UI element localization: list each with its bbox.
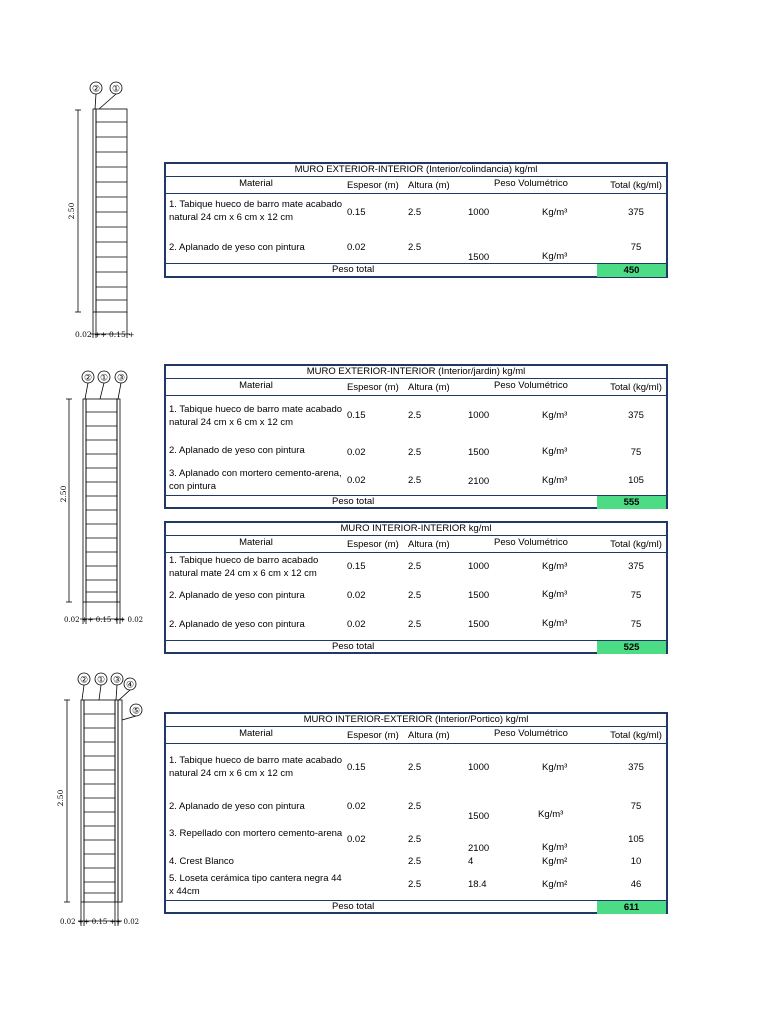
row-altura: 2.5	[408, 762, 422, 773]
col-altura-header: Altura (m)	[408, 730, 450, 741]
weight-table-jardin	[164, 364, 668, 509]
row-espesor: 0.02	[347, 590, 366, 601]
row-altura: 2.5	[408, 207, 422, 218]
row-material: 4. Crest Blanco	[169, 856, 234, 867]
height-dimension: 2.50	[67, 202, 76, 220]
row-unit: Kg/m³	[542, 762, 568, 773]
row-peso-vol: 1000	[468, 207, 490, 218]
peso-total-value: 525	[597, 641, 666, 654]
col-total-header: Total (kg/ml)	[610, 382, 662, 393]
row-material: 3. Aplanado con mortero cemento-arena, con pintura	[169, 468, 342, 492]
col-peso-vol-header: Peso Volumétrico	[494, 537, 568, 548]
peso-total-row	[166, 263, 666, 277]
row-altura: 2.5	[408, 475, 422, 486]
wall-section-sketch-1	[66, 78, 148, 346]
row-unit: Kg/m³	[542, 410, 568, 421]
layer-marker-2: ②	[91, 84, 101, 95]
row-peso-vol: 2100	[468, 843, 490, 854]
layer-marker-5: ⑤	[131, 706, 141, 717]
row-altura: 2.5	[408, 410, 422, 421]
layer-marker-1: ①	[111, 84, 121, 95]
col-total-header: Total (kg/ml)	[610, 180, 662, 191]
row-unit: Kg/m³	[542, 475, 568, 486]
row-altura: 2.5	[408, 856, 422, 867]
height-dimension: 2.50	[56, 789, 65, 807]
row-material: 5. Loseta cerámica tipo cantera negra 44 x 44cm	[169, 873, 342, 897]
row-unit: Kg/m³	[542, 842, 568, 853]
col-altura-header: Altura (m)	[408, 539, 450, 550]
row-peso-vol: 1000	[468, 561, 490, 572]
row-espesor: 0.02	[347, 475, 366, 486]
row-unit: Kg/m³	[542, 589, 568, 600]
layer-marker-2: ②	[83, 373, 93, 384]
table-header-row	[166, 727, 666, 744]
row-altura: 2.5	[408, 447, 422, 458]
peso-total-value: 450	[597, 264, 666, 277]
row-total: 75	[630, 619, 642, 630]
peso-total-row	[166, 495, 666, 509]
layer-marker-1: ①	[99, 373, 109, 384]
col-espesor-header: Espesor (m)	[347, 180, 399, 191]
row-altura: 2.5	[408, 590, 422, 601]
row-peso-vol: 1500	[468, 619, 490, 630]
row-material: 1. Tabique hueco de barro mate acabado natural 24 cm x 6 cm x 12 cm	[169, 199, 343, 223]
row-total: 75	[630, 447, 642, 458]
table-header-row	[166, 379, 666, 396]
row-peso-vol: 1500	[468, 252, 490, 263]
layer-marker-3: ③	[116, 373, 126, 384]
peso-total-row	[166, 900, 666, 914]
row-altura: 2.5	[408, 879, 422, 890]
col-peso-vol-header: Peso Volumétrico	[494, 380, 568, 391]
row-total: 375	[628, 561, 644, 572]
col-espesor-header: Espesor (m)	[347, 730, 399, 741]
row-peso-vol: 1500	[468, 590, 490, 601]
col-material-header: Material	[239, 728, 273, 739]
row-unit: Kg/m³	[542, 446, 568, 457]
col-material-header: Material	[239, 178, 273, 189]
row-material: 2. Aplanado de yeso con pintura	[169, 445, 305, 456]
peso-total-label: Peso total	[332, 496, 375, 507]
row-peso-vol: 1000	[468, 762, 490, 773]
row-total: 105	[628, 475, 644, 486]
row-total: 105	[628, 834, 644, 845]
row-material: 1. Tabique hueco de barro acabado natural mate 24 cm x 6 cm x 12 cm	[169, 555, 319, 579]
layer-marker-4: ④	[125, 680, 135, 691]
col-espesor-header: Espesor (m)	[347, 539, 399, 550]
row-espesor: 0.02	[347, 242, 366, 253]
row-material: 2. Aplanado de yeso con pintura	[169, 590, 305, 601]
row-total: 10	[630, 856, 642, 867]
row-altura: 2.5	[408, 834, 422, 845]
wall-section-sketch-2	[59, 368, 144, 630]
row-peso-vol: 1500	[468, 447, 490, 458]
table-header-row	[166, 536, 666, 553]
row-peso-vol: 1500	[468, 811, 490, 822]
layer-marker-2: ②	[79, 675, 89, 686]
row-unit: Kg/m³	[542, 207, 568, 218]
row-material: 2. Aplanado de yeso con pintura	[169, 801, 305, 812]
row-peso-vol: 2100	[468, 476, 490, 487]
row-material: 1. Tabique hueco de barro mate acabado natural 24 cm x 6 cm x 12 cm	[169, 404, 343, 428]
row-unit: Kg/m²	[542, 856, 568, 867]
row-unit: Kg/m³	[542, 618, 568, 629]
col-peso-vol-header: Peso Volumétrico	[494, 728, 568, 739]
row-espesor: 0.15	[347, 207, 366, 218]
row-altura: 2.5	[408, 561, 422, 572]
peso-total-row	[166, 640, 666, 654]
row-unit: Kg/m³	[538, 809, 564, 820]
row-unit: Kg/m²	[542, 879, 568, 890]
row-espesor: 0.15	[347, 561, 366, 572]
col-altura-header: Altura (m)	[408, 382, 450, 393]
row-espesor: 0.02	[347, 834, 366, 845]
row-material: 2. Aplanado de yeso con pintura	[169, 619, 305, 630]
layer-marker-3: ③	[112, 675, 122, 686]
col-material-header: Material	[239, 380, 273, 391]
thickness-dimensions: 0.02 ++ 0.15 ++ 0.02	[60, 918, 140, 926]
row-total: 75	[630, 801, 642, 812]
weight-table-colindancia	[164, 162, 668, 278]
row-material: 2. Aplanado de yeso con pintura	[169, 242, 305, 253]
table-title: MURO EXTERIOR-INTERIOR (Interior/jardin) kg/ml	[166, 366, 666, 379]
peso-total-label: Peso total	[332, 264, 375, 275]
row-espesor: 0.15	[347, 762, 366, 773]
layer-marker-1: ①	[96, 675, 106, 686]
wall-section-sketch-3	[56, 668, 148, 930]
table-title: MURO INTERIOR-INTERIOR kg/ml	[166, 523, 666, 536]
col-altura-header: Altura (m)	[408, 180, 450, 191]
row-espesor: 0.15	[347, 410, 366, 421]
table-title: MURO INTERIOR-EXTERIOR (Interior/Portico) kg/ml	[166, 714, 666, 727]
row-espesor: 0.02	[347, 447, 366, 458]
row-altura: 2.5	[408, 242, 422, 253]
table-title: MURO EXTERIOR-INTERIOR (Interior/colindancia) kg/ml	[166, 164, 666, 177]
row-total: 375	[628, 410, 644, 421]
peso-total-value: 555	[597, 496, 666, 509]
row-total: 375	[628, 207, 644, 218]
row-espesor: 0.02	[347, 619, 366, 630]
col-total-header: Total (kg/ml)	[610, 730, 662, 741]
col-total-header: Total (kg/ml)	[610, 539, 662, 550]
row-unit: Kg/m³	[542, 251, 568, 262]
row-total: 75	[630, 242, 642, 253]
row-unit: Kg/m³	[542, 561, 568, 572]
row-peso-vol: 18.4	[468, 879, 487, 890]
col-peso-vol-header: Peso Volumétrico	[494, 178, 568, 189]
row-peso-vol: 1000	[468, 410, 490, 421]
thickness-dimensions: 0.02 ++ 0.15 ++ 0.02	[64, 616, 144, 624]
row-total: 46	[630, 879, 642, 890]
height-dimension: 2.50	[59, 485, 68, 503]
row-total: 375	[628, 762, 644, 773]
peso-total-label: Peso total	[332, 641, 375, 652]
row-total: 75	[630, 590, 642, 601]
table-header-row	[166, 177, 666, 194]
row-material: 1. Tabique hueco de barro mate acabado natural 24 cm x 6 cm x 12 cm	[169, 755, 343, 779]
weight-table-portico	[164, 712, 668, 914]
thickness-dimensions: 0.02 ++ 0.15 +	[75, 330, 135, 339]
weight-table-interior	[164, 521, 668, 654]
col-espesor-header: Espesor (m)	[347, 382, 399, 393]
row-material: 3. Repellado con mortero cemento-arena	[169, 828, 343, 839]
row-peso-vol: 4	[468, 856, 474, 867]
peso-total-value: 611	[597, 901, 666, 914]
row-altura: 2.5	[408, 801, 422, 812]
row-espesor: 0.02	[347, 801, 366, 812]
col-material-header: Material	[239, 537, 273, 548]
peso-total-label: Peso total	[332, 901, 375, 912]
row-altura: 2.5	[408, 619, 422, 630]
